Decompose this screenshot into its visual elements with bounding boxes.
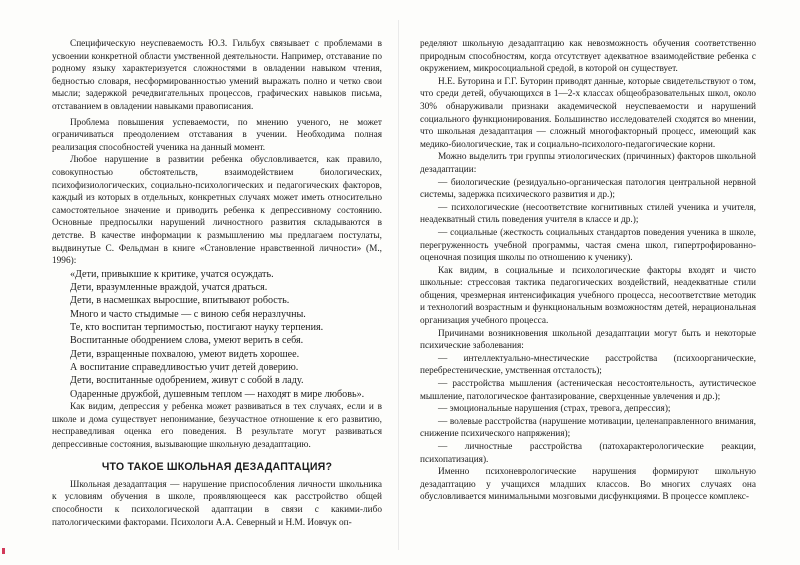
poem-line: Дети, в насмешках выросшие, впитывают робость. [70,295,290,307]
poem-line: Дети, вразумленные враждой, учатся драться. [70,282,268,294]
poem-quote [70,268,382,401]
left-paragraph-4: Как видим, депрессия у ребенка может развиваться в тех случаях, если и в школе и дома существует непонимание, безучастное отношение к его развитию, несправедливая оценка его поведения. В результате могут развиваться депрессивные состояния, вызывающие школьную дезадаптацию. [52,402,382,450]
poem-line: Те, кто воспитан терпимостью, постигают науку терпения. [70,322,324,334]
scan-edge-mark [2,548,5,554]
list-item: — расстройства мышления (астеническая несостоятельность, аутистическое мышление, патологическое фантазирование, сверхценные увлечения и др.); [420,379,756,402]
list-item: — интеллектуально-мнестические расстройства (психоорганические, перебрестенические, умственная отсталость); [420,353,756,377]
list-item: — волевые расстройства (нарушение мотивации, целенаправленного внимания, снижение психического напряжения); [420,416,756,440]
left-paragraph-5: Школьная дезадаптация — нарушение приспособления личности школьника к условиям обучения в школе, проявляющееся как расстройство общей способности к психологической адаптации в связи с какими-либо патологическими факторами. Психологи А.А. Северный и Н.М. Иовчук оп- [52,479,382,528]
page-gutter [398,20,399,550]
list-item: — психологические (несоответствие когнитивных стилей ученика и учителя, неадекватный стиль поведения учителя в классе и др.); [420,202,756,226]
left-paragraph-3: Любое нарушение в развитии ребенка обусловливается, как правило, совокупностью обстоятельств, взаимодействием биологических, психофизиологических, социально-психологических и педагогических факторов, каждый из которых в отдельных, конкретных случаях может иметь относительно самостоятельное значение и приводить ребенка к депрессивному состоянию. Основные предпосылки нарушений личностного развития складываются в детстве. В качестве информации к размышлению мы предлагаем постулаты, выдвинутые С. Фельдман в книге «Становление нравственной личности» (М., 1996): [52,155,382,267]
section-heading: ЧТО ТАКОЕ ШКОЛЬНАЯ ДЕЗАДАПТАЦИЯ? [101,460,333,473]
list-item: — биологические (резидуально-органическая патология центральной нервной системы, задержка психического развития и др.); [420,177,756,201]
poem-line: Много и часто стыдимые — с виною себя неразлучны. [70,308,306,320]
poem-line: Дети, воспитанные одобрением, живут с собой в ладу. [70,375,304,387]
poem-line: «Дети, привыкшие к критике, учатся осуждать. [70,268,274,280]
right-paragraph-2: Н.Е. Буторина и Г.Г. Буторин приводят данные, которые свидетельствуют о том, что среди детей, обучающихся в 1—2-х классах общеобразовательных школ, около 30% обнаруживали признаки академической неуспеваемости и нарушений социального функционирования. Большинство исследователей сходятся во мнении, что школьная дезадаптация — сложный многофакторный процесс, имеющий как медико-биологические, так и социально-психолого-педагогические корни. [420,76,756,150]
list-item: — эмоциональные нарушения (страх, тревога, депрессия); [438,404,671,415]
poem-line: Одаренные дружбой, душевным теплом — находят в мире любовь». [70,388,365,400]
right-paragraph-5: Причинами возникновения школьной дезадаптации могут быть и некоторые психические заболевания: [420,328,756,352]
left-paragraph-1: Специфическую неуспеваемость Ю.З. Гильбух связывает с проблемами в усвоении конкретной области умственной деятельности. Например, отставание по родному языку характеризуется сложностями в овладении навыком чтения, бедностью словаря, несформированностью умений выражать полно и четко свои мысли; задержкой речедвигательных процессов, графических навыков письма, отставанием в овладении навыками правописания. [52,39,382,112]
poem-line: Воспитанные ободрением слова, умеют верить в себя. [70,335,304,347]
poem-line: Дети, взращенные похвалою, умеют видеть хорошее. [70,348,300,360]
right-paragraph-6: Именно психоневрологические нарушения формируют школьную дезадаптацию у учащихся младших классов. Во многих случаях она обусловливается минимальными мозговыми дисфункциями. В процессе комплекс- [420,467,756,503]
right-paragraph-1: ределяют школьную дезадаптацию как невозможность обучения соответственно природным способностям, когда отсутствует адекватное взаимодействие ребенка с окружением, микросоциальной средой, в которой он существует. [420,39,756,75]
right-page-column [420,38,756,504]
poem-line: А воспитание справедливостью учит детей доверию. [70,362,299,374]
right-paragraph-3: Можно выделить три группы этиологических (причинных) факторов школьной дезадаптации: [420,152,756,175]
list-item: — социальные (жесткость социальных стандартов поведения ученика в школе, перегруженность учебной программы, частая смена школ, гипертрофированно-оценочная позиция школы по отношению к ученику). [420,227,756,264]
left-page-column [52,38,382,529]
list-item: — личностные расстройства (патохарактерологические реакции, психопатизация). [420,442,756,465]
right-paragraph-4: Как видим, в социальные и психологические факторы входят и чисто школьные: стрессовая тактика педагогических воздействий, неадекватные стили общения, чрезмерная интенсификация учебного процесса, несоответствие методик и технологий возрастным и функциональным возможностям детей, нерациональная организация учебного процесса. [420,265,756,327]
left-paragraph-2: Проблема повышения успеваемости, по мнению ученого, не может ограничиваться преодолением отставания в учении. Необходима полная реализация способностей ученика на данный момент. [52,117,382,153]
